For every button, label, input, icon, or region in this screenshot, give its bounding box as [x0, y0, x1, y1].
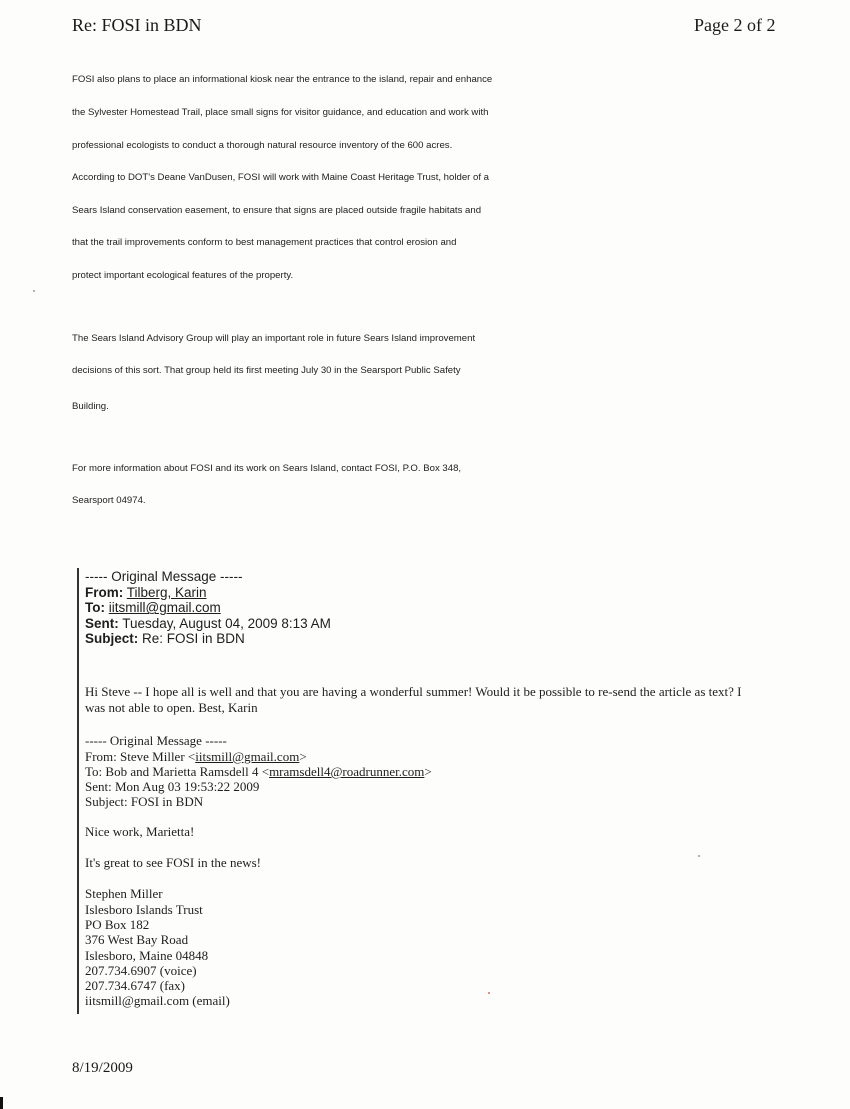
message-line: Nice work, Marietta! [85, 824, 195, 839]
to2-suffix: > [424, 764, 432, 779]
scan-speck [698, 855, 700, 857]
subject-value: Re: FOSI in BDN [142, 631, 245, 647]
sent-label: Sent: [85, 615, 119, 631]
quoted-email [77, 568, 779, 1014]
message-line: It's great to see FOSI in the news! [85, 855, 262, 870]
article-line: Sears Island conservation easement, to ensure that signs are placed outside fragile habitats and [72, 205, 482, 216]
scan-speck [33, 290, 35, 292]
page-number: Page 2 of 2 [694, 15, 776, 35]
email-header [85, 569, 331, 647]
original-message-label-2: ----- Original Message ----- [85, 733, 227, 748]
article-line: the Sylvester Homestead Trail, place small signs for visitor guidance, and education and work with [72, 107, 489, 118]
article-line: Searsport 04974. [72, 495, 146, 506]
scan-artifact [0, 1097, 3, 1109]
from2-suffix: > [299, 749, 307, 764]
article-line: The Sears Island Advisory Group will play an important role in future Sears Island improvement [72, 333, 476, 344]
sent-row-2: Sent: Mon Aug 03 19:53:22 2009 [85, 779, 260, 794]
article-line: For more information about FOSI and its work on Sears Island, contact FOSI, P.O. Box 348, [72, 463, 462, 474]
print-date: 8/19/2009 [72, 1060, 133, 1076]
original-message-label: ----- Original Message ----- [85, 569, 243, 584]
to-link[interactable]: iitsmill@gmail.com [108, 600, 221, 616]
article-line: that the trail improvements conform to best management practices that control erosion and [72, 237, 457, 248]
article-line: professional ecologists to conduct a thorough natural resource inventory of the 600 acres. [72, 140, 453, 151]
signature-line: Stephen Miller [85, 886, 163, 901]
from-row-2 [85, 749, 307, 765]
signature-line: Islesboro Islands Trust [85, 902, 203, 917]
from-label: From: [85, 584, 124, 600]
signature-line: 207.734.6747 (fax) [85, 978, 186, 993]
email-body: Hi Steve -- I hope all is well and that you are having a wonderful summer! Would it be possible to re-send the article as text? I was not able to open. Best, Karin [85, 684, 742, 715]
subject-row-2: Subject: FOSI in BDN [85, 794, 204, 809]
signature-line: PO Box 182 [85, 917, 150, 932]
to-row [85, 600, 331, 616]
article-line: According to DOT's Deane VanDusen, FOSI will work with Maine Coast Heritage Trust, holder of a [72, 172, 490, 183]
from-row [85, 585, 331, 601]
article-line: FOSI also plans to place an informational kiosk near the entrance to the island, repair and enhance [72, 74, 493, 85]
from-link[interactable]: Tilberg, Karin [126, 584, 207, 600]
scan-speck [488, 992, 490, 994]
from2-prefix: From: Steve Miller < [85, 749, 196, 764]
sent-row [85, 616, 331, 632]
signature-line: 376 West Bay Road [85, 932, 189, 947]
subject-label: Subject: [85, 631, 139, 647]
article-line: protect important ecological features of the property. [72, 270, 294, 281]
signature-line: 207.734.6907 (voice) [85, 963, 197, 978]
signature-line: Islesboro, Maine 04848 [85, 948, 209, 963]
page-title: Re: FOSI in BDN [72, 15, 202, 35]
subject-row [85, 631, 331, 647]
from2-email-link[interactable]: iitsmill@gmail.com [195, 749, 300, 764]
article-line: decisions of this sort. That group held its first meeting July 30 in the Searsport Public Safety [72, 365, 461, 376]
article-line: Building. [72, 401, 109, 412]
to-label: To: [85, 600, 105, 616]
to2-email-link[interactable]: mramsdell4@roadrunner.com [269, 764, 425, 779]
to2-prefix: To: Bob and Marietta Ramsdell 4 < [85, 764, 270, 779]
to-row-2 [85, 764, 432, 780]
sent-value: Tuesday, August 04, 2009 8:13 AM [122, 615, 331, 631]
signature-line: iitsmill@gmail.com (email) [85, 993, 230, 1008]
